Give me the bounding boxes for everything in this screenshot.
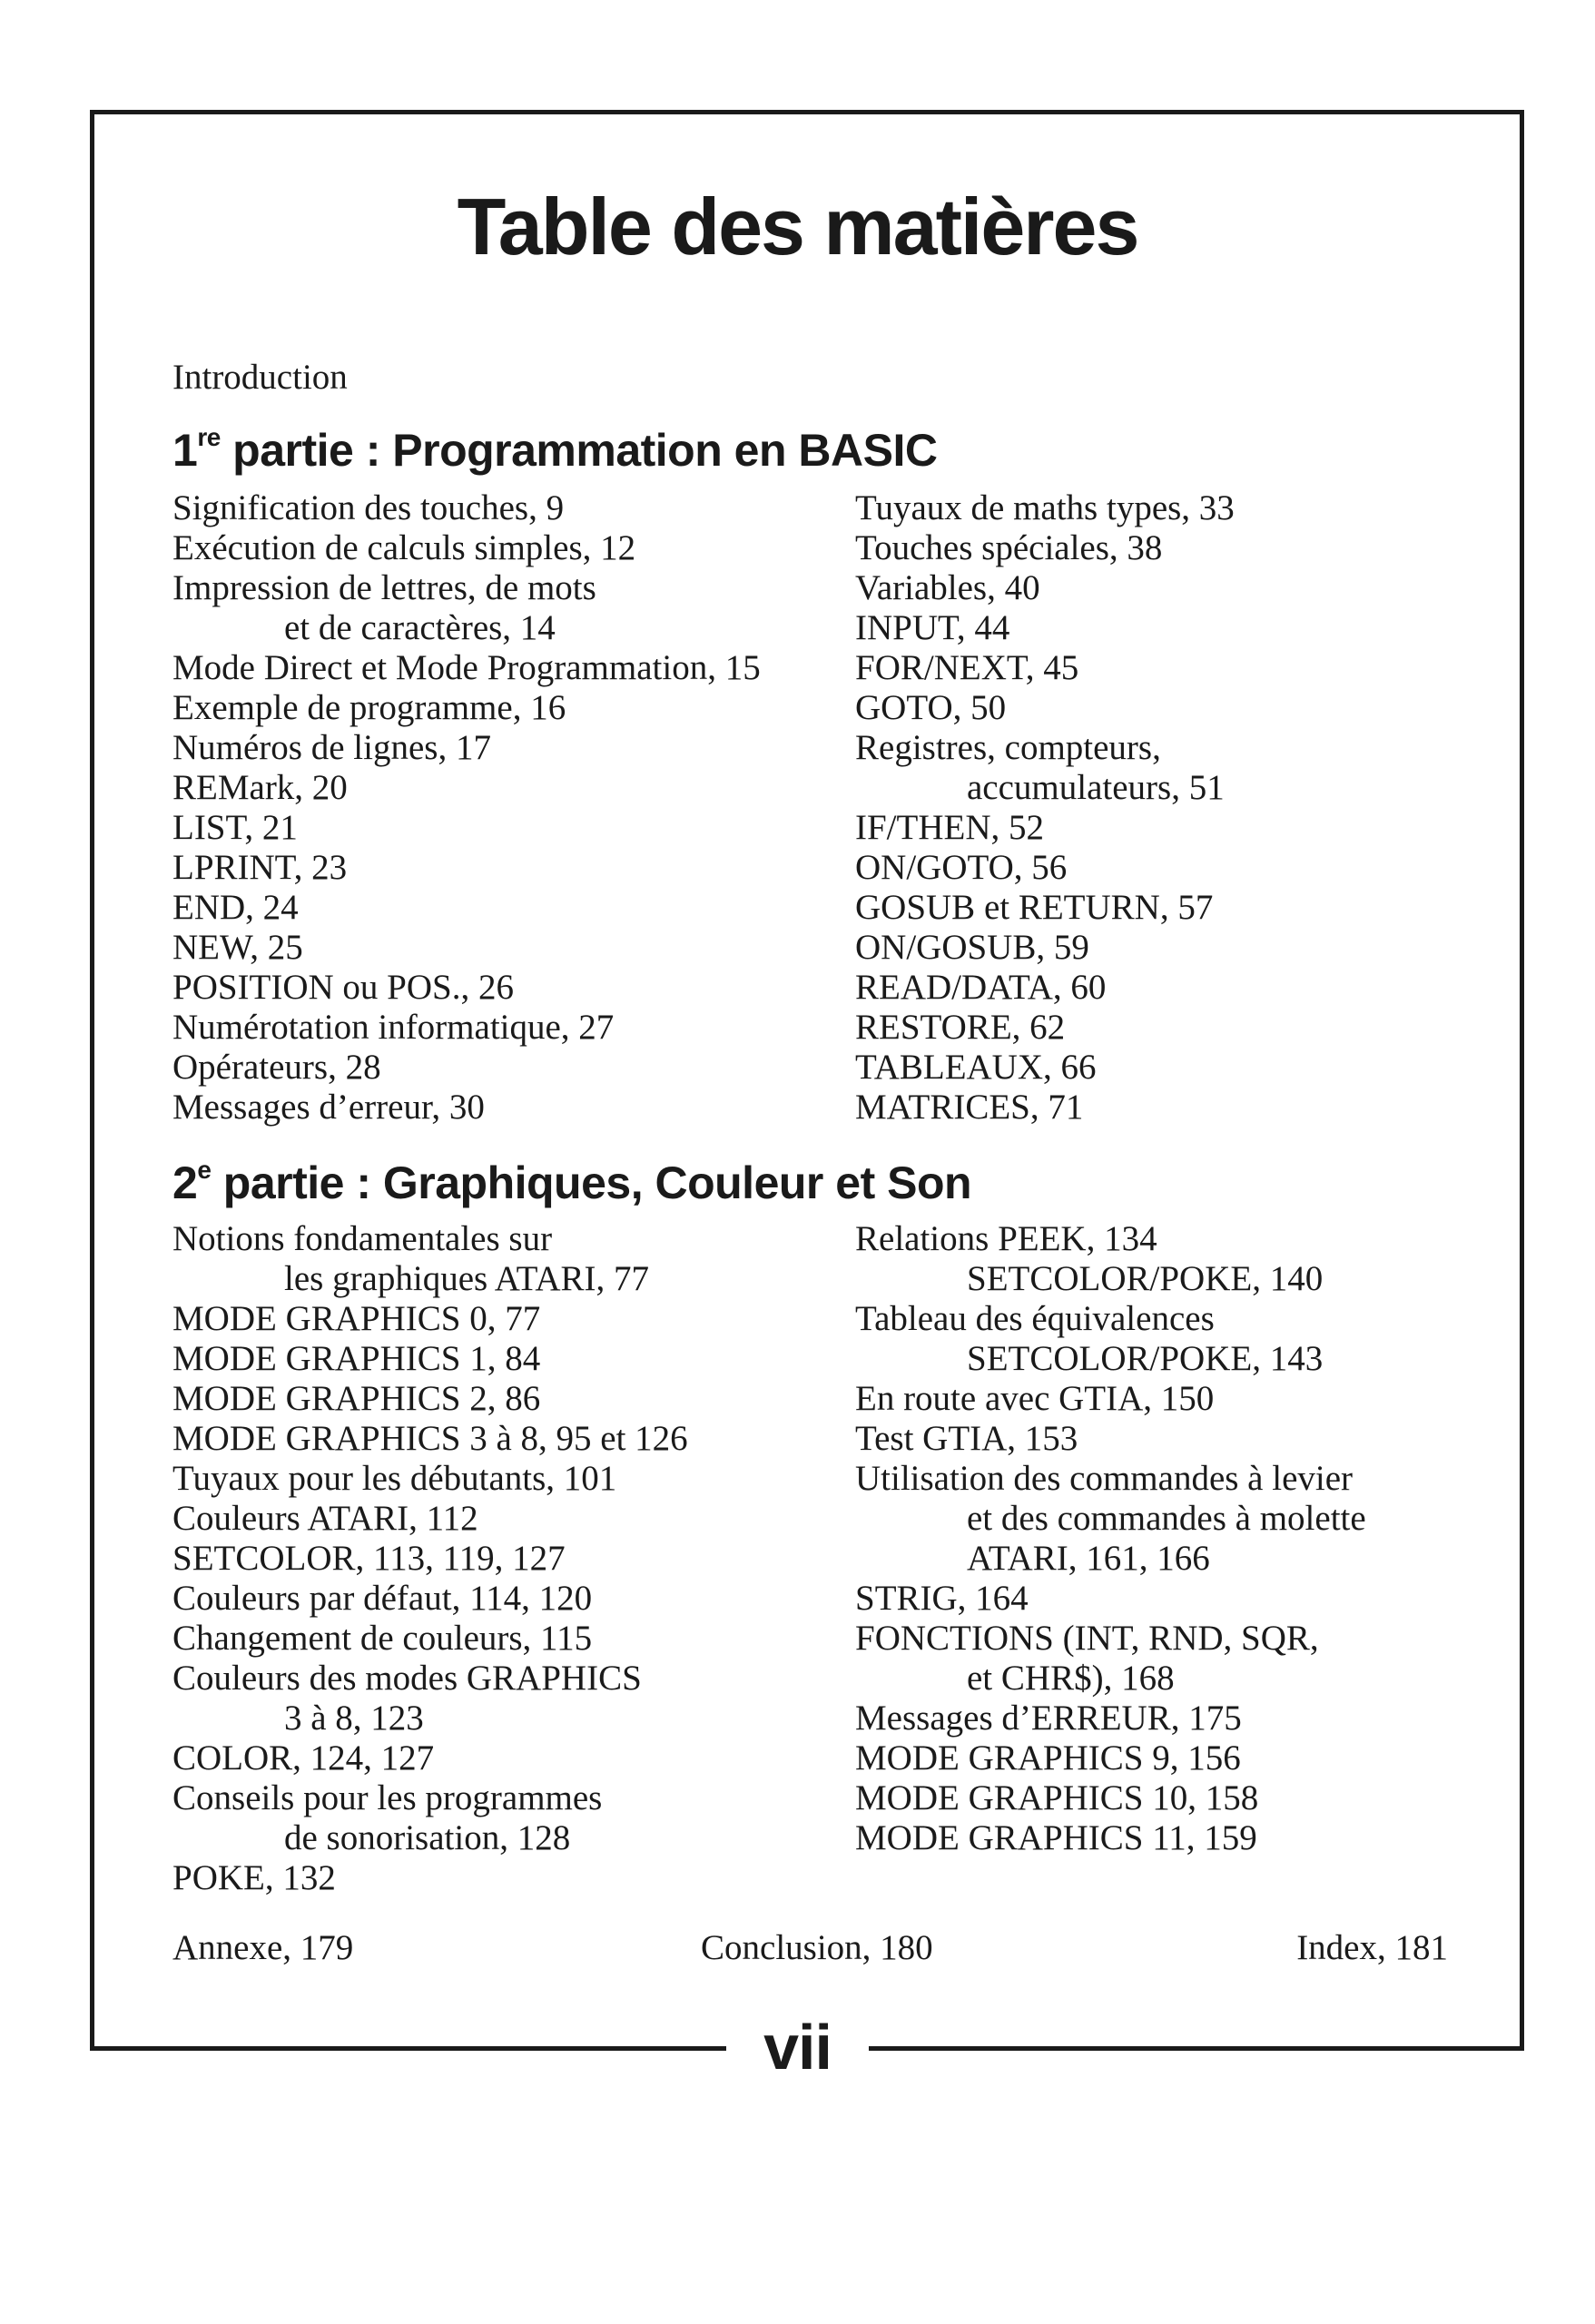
toc-entry-continuation: SETCOLOR/POKE, 140 <box>967 1259 1324 1298</box>
toc-entry-text: MODE GRAPHICS 2, 86 <box>172 1379 541 1418</box>
toc-entry-text: Impression de lettres, de mots <box>172 568 596 607</box>
toc-entry-text: FONCTIONS (INT, RND, SQR, <box>855 1619 1319 1658</box>
toc-entry <box>172 968 761 1008</box>
toc-entry <box>172 1659 688 1738</box>
toc-entry-text: Changement de couleurs, 115 <box>172 1619 593 1658</box>
toc-entry <box>172 1738 688 1778</box>
toc-entry-text: Relations PEEK, 134 <box>855 1219 1157 1258</box>
toc-entry <box>172 1088 761 1128</box>
toc-entry-text: Notions fondamentales sur <box>172 1219 553 1258</box>
toc-entry <box>172 528 761 568</box>
toc-entry <box>172 1048 761 1088</box>
part1-right-column <box>855 488 1235 1128</box>
toc-entry <box>855 648 1235 688</box>
toc-entry-text: COLOR, 124, 127 <box>172 1738 435 1777</box>
toc-entry <box>855 608 1235 648</box>
toc-entry-text: MODE GRAPHICS 1, 84 <box>172 1339 541 1378</box>
toc-entry-text: Tuyaux pour les débutants, 101 <box>172 1459 617 1498</box>
toc-entry <box>855 1579 1366 1619</box>
toc-entry-text: IF/THEN, 52 <box>855 808 1044 847</box>
part1-ordinal: re <box>197 423 221 451</box>
toc-entry-text: Messages d’ERREUR, 175 <box>855 1699 1242 1738</box>
toc-entry-text: MODE GRAPHICS 10, 158 <box>855 1778 1259 1817</box>
toc-entry-text: MODE GRAPHICS 3 à 8, 95 et 126 <box>172 1419 688 1458</box>
toc-entry-text: REMark, 20 <box>172 768 348 807</box>
toc-entry <box>855 488 1235 528</box>
toc-entry <box>172 1339 688 1379</box>
toc-entry <box>855 1008 1235 1048</box>
toc-entry-text: Test GTIA, 153 <box>855 1419 1078 1458</box>
toc-entry-text: Numérotation informatique, 27 <box>172 1008 615 1047</box>
toc-entry-text: READ/DATA, 60 <box>855 968 1107 1007</box>
toc-entry <box>855 1699 1366 1738</box>
toc-entry-text: En route avec GTIA, 150 <box>855 1379 1215 1418</box>
toc-entry <box>855 888 1235 928</box>
toc-entry-continuation: les graphiques ATARI, 77 <box>284 1259 649 1298</box>
toc-entry <box>172 768 761 808</box>
part2-left-column <box>172 1219 688 1898</box>
toc-entry-continuation: et de caractères, 14 <box>284 608 556 647</box>
toc-entry <box>172 848 761 888</box>
part2-heading <box>172 1155 971 1211</box>
toc-entry-text: Numéros de lignes, 17 <box>172 728 491 767</box>
toc-entry <box>172 928 761 968</box>
toc-entry <box>172 1579 688 1619</box>
toc-entry-text: Signification des touches, 9 <box>172 488 565 527</box>
toc-entry <box>855 728 1235 808</box>
page-number: vii <box>726 2002 869 2093</box>
toc-entry <box>172 1459 688 1499</box>
toc-entry <box>855 528 1235 568</box>
toc-entry <box>855 1459 1366 1579</box>
toc-entry-text: MODE GRAPHICS 9, 156 <box>855 1738 1241 1777</box>
toc-entry-text: GOTO, 50 <box>855 688 1007 727</box>
toc-entry-text: LPRINT, 23 <box>172 848 348 887</box>
toc-entry <box>172 1219 688 1299</box>
toc-entry <box>172 888 761 928</box>
toc-entry <box>855 1379 1366 1419</box>
toc-entry-text: END, 24 <box>172 888 299 927</box>
toc-entry-continuation: ATARI, 161, 166 <box>967 1539 1210 1578</box>
part2-title: partie : Graphiques, Couleur et Son <box>211 1157 972 1208</box>
toc-entry-text: POKE, 132 <box>172 1858 336 1897</box>
part2-number: 2 <box>172 1157 198 1208</box>
toc-entry <box>855 1818 1366 1858</box>
toc-entry-continuation: SETCOLOR/POKE, 143 <box>967 1339 1324 1378</box>
toc-entry-text: Exécution de calculs simples, 12 <box>172 528 636 567</box>
toc-entry-continuation: de sonorisation, 128 <box>284 1818 571 1857</box>
toc-entry <box>172 1499 688 1539</box>
toc-entry <box>855 928 1235 968</box>
toc-entry <box>172 1858 688 1898</box>
toc-entry-text: Variables, 40 <box>855 568 1040 607</box>
toc-entry-continuation: 3 à 8, 123 <box>284 1699 424 1738</box>
toc-entry-text: Tableau des équivalences <box>855 1299 1215 1338</box>
toc-introduction: Introduction <box>172 358 348 397</box>
toc-entry-text: Touches spéciales, 38 <box>855 528 1163 567</box>
toc-entry-text: INPUT, 44 <box>855 608 1010 647</box>
toc-entry <box>855 1419 1366 1459</box>
toc-entry <box>855 1219 1366 1299</box>
toc-entry-text: Messages d’erreur, 30 <box>172 1088 485 1127</box>
page-title: Table des matières <box>457 182 1138 271</box>
toc-entry <box>855 1299 1366 1379</box>
toc-entry <box>855 688 1235 728</box>
toc-entry-text: GOSUB et RETURN, 57 <box>855 888 1214 927</box>
toc-entry-text: Couleurs par défaut, 114, 120 <box>172 1579 593 1618</box>
toc-entry <box>172 1539 688 1579</box>
toc-entry-text: LIST, 21 <box>172 808 298 847</box>
part1-number: 1 <box>172 425 198 476</box>
toc-entry <box>855 1088 1235 1128</box>
toc-entry-continuation: accumulateurs, 51 <box>967 768 1225 807</box>
toc-entry-text: Couleurs ATARI, 112 <box>172 1499 478 1538</box>
toc-entry <box>172 808 761 848</box>
toc-entry-text: MODE GRAPHICS 11, 159 <box>855 1818 1257 1857</box>
part1-left-column <box>172 488 761 1128</box>
toc-entry <box>855 1048 1235 1088</box>
toc-entry-text: Exemple de programme, 16 <box>172 688 566 727</box>
toc-entry <box>172 1299 688 1339</box>
toc-entry-text: FOR/NEXT, 45 <box>855 648 1079 687</box>
toc-entry <box>172 1008 761 1048</box>
toc-entry-text: Tuyaux de maths types, 33 <box>855 488 1235 527</box>
toc-entry <box>172 1619 688 1659</box>
toc-index: Index, 181 <box>1296 1928 1448 1967</box>
toc-annexe: Annexe, 179 <box>172 1928 354 1967</box>
toc-entry-text: Registres, compteurs, <box>855 728 1161 767</box>
toc-entry <box>172 1778 688 1858</box>
toc-entry <box>172 1419 688 1459</box>
toc-entry-text: RESTORE, 62 <box>855 1008 1066 1047</box>
toc-entry-text: Mode Direct et Mode Programmation, 15 <box>172 648 761 687</box>
toc-entry-text: MATRICES, 71 <box>855 1088 1084 1127</box>
toc-entry-text: POSITION ou POS., 26 <box>172 968 514 1007</box>
toc-entry-text: TABLEAUX, 66 <box>855 1048 1097 1087</box>
toc-conclusion: Conclusion, 180 <box>701 1928 933 1967</box>
part1-heading <box>172 422 937 478</box>
toc-entry <box>172 688 761 728</box>
toc-entry <box>855 808 1235 848</box>
toc-entry-text: NEW, 25 <box>172 928 303 967</box>
toc-entry-text: Utilisation des commandes à levier <box>855 1459 1354 1498</box>
part2-right-column <box>855 1219 1366 1858</box>
toc-entry <box>172 568 761 648</box>
toc-entry-text: Conseils pour les programmes <box>172 1778 603 1817</box>
part1-title: partie : Programmation en BASIC <box>220 425 938 476</box>
toc-entry-text: STRIG, 164 <box>855 1579 1029 1618</box>
toc-entry-text: Opérateurs, 28 <box>172 1048 381 1087</box>
toc-entry-continuation: et des commandes à molette <box>967 1499 1366 1538</box>
toc-entry <box>855 568 1235 608</box>
toc-entry <box>172 488 761 528</box>
toc-entry-continuation: et CHR$), 168 <box>967 1659 1175 1698</box>
toc-entry <box>855 968 1235 1008</box>
part2-ordinal: e <box>197 1156 212 1184</box>
toc-entry <box>855 1738 1366 1778</box>
toc-entry-text: ON/GOTO, 56 <box>855 848 1068 887</box>
toc-entry <box>172 648 761 688</box>
toc-entry-text: Couleurs des modes GRAPHICS <box>172 1659 642 1698</box>
toc-entry <box>855 1619 1366 1699</box>
toc-entry <box>855 1778 1366 1818</box>
toc-entry-text: SETCOLOR, 113, 119, 127 <box>172 1539 566 1578</box>
toc-entry-text: ON/GOSUB, 59 <box>855 928 1089 967</box>
toc-entry <box>172 728 761 768</box>
toc-entry <box>855 848 1235 888</box>
toc-entry <box>172 1379 688 1419</box>
toc-entry-text: MODE GRAPHICS 0, 77 <box>172 1299 541 1338</box>
